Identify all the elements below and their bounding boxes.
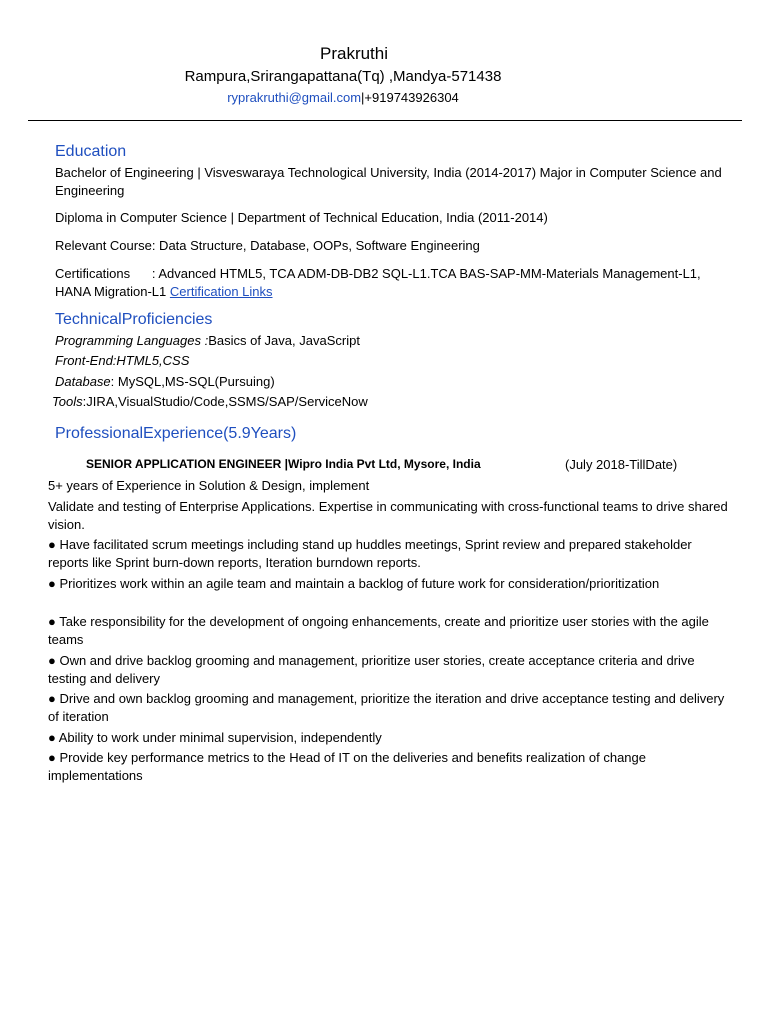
- candidate-address: Rampura,Srirangapattana(Tq) ,Mandya-571438: [184, 68, 502, 85]
- education-certifications: [55, 265, 725, 301]
- tech-value: Basics of Java, JavaScript: [208, 333, 360, 348]
- tech-label: Front-End:HTML5,CSS: [55, 353, 190, 368]
- tech-row-database: [55, 373, 275, 391]
- experience-bullet: ● Drive and own backlog grooming and management, prioritize the iteration and drive acceptance testing and delivery of iteration: [48, 691, 725, 724]
- experience-bullet: ● Own and drive backlog grooming and management, prioritize user stories, create acceptance criteria and drive testing and delivery: [48, 653, 695, 686]
- experience-bullet: ● Prioritizes work within an agile team and maintain a backlog of future work for consideration/prioritization: [48, 576, 660, 591]
- phone-number: |+919743926304: [361, 90, 459, 105]
- experience-bullet: ● Ability to work under minimal supervision, independently: [48, 730, 382, 745]
- tech-label: Programming Languages :: [55, 333, 209, 348]
- job-title: SENIOR APPLICATION ENGINEER |Wipro India Pvt Ltd, Mysore, India: [86, 457, 481, 471]
- tech-row-programming: [55, 332, 360, 350]
- tech-row-tools: [52, 393, 368, 411]
- job-dates: (July 2018-TillDate): [565, 457, 678, 472]
- tech-value: : MySQL,MS-SQL(Pursuing): [110, 374, 275, 389]
- certifications-label: Certifications: [55, 266, 131, 281]
- candidate-name: Prakruthi: [319, 44, 389, 63]
- experience-bullet: ● Take responsibility for the development of ongoing enhancements, create and prioritize user stories with the agile teams: [48, 614, 709, 647]
- tech-label: Database: [55, 374, 111, 389]
- certification-links[interactable]: Certification Links: [169, 284, 273, 299]
- experience-summary-2: Validate and testing of Enterprise Applications. Expertise in communicating with cross-functional teams to drive shared vision.: [48, 499, 728, 532]
- email-link[interactable]: ryprakruthi@gmail.com: [227, 90, 362, 105]
- header-divider: [28, 120, 742, 121]
- tech-label: Tools: [52, 394, 83, 409]
- technical-heading: TechnicalProficiencies: [55, 311, 213, 328]
- experience-heading: ProfessionalExperience(5.9Years): [55, 425, 297, 442]
- education-degree: Bachelor of Engineering | Visveswaraya Technological University, India (2014-2017) Major in Computer Science and Engineering: [55, 165, 722, 198]
- education-heading: Education: [55, 143, 127, 160]
- experience-summary-1: 5+ years of Experience in Solution & Design, implement: [48, 478, 370, 493]
- contact-line: [0, 90, 686, 105]
- certifications-text: : Advanced HTML5, TCA ADM-DB-DB2 SQL-L1.TCA BAS-SAP-MM-Materials Management-L1, HANA Migration-L1: [55, 266, 701, 299]
- education-diploma: Diploma in Computer Science | Department of Technical Education, India (2011-2014): [55, 210, 548, 225]
- experience-bullet: ● Provide key performance metrics to the Head of IT on the deliveries and benefits realization of change implementations: [48, 750, 646, 783]
- tech-row-frontend: [55, 352, 189, 370]
- tech-value: :JIRA,VisualStudio/Code,SSMS/SAP/ServiceNow: [82, 394, 368, 409]
- education-courses: Relevant Course: Data Structure, Database, OOPs, Software Engineering: [55, 238, 480, 253]
- experience-bullet: ● Have facilitated scrum meetings including stand up huddles meetings, Sprint review and prepared stakeholder reports like Sprint burn-down reports, Iteration burndown reports.: [48, 537, 692, 570]
